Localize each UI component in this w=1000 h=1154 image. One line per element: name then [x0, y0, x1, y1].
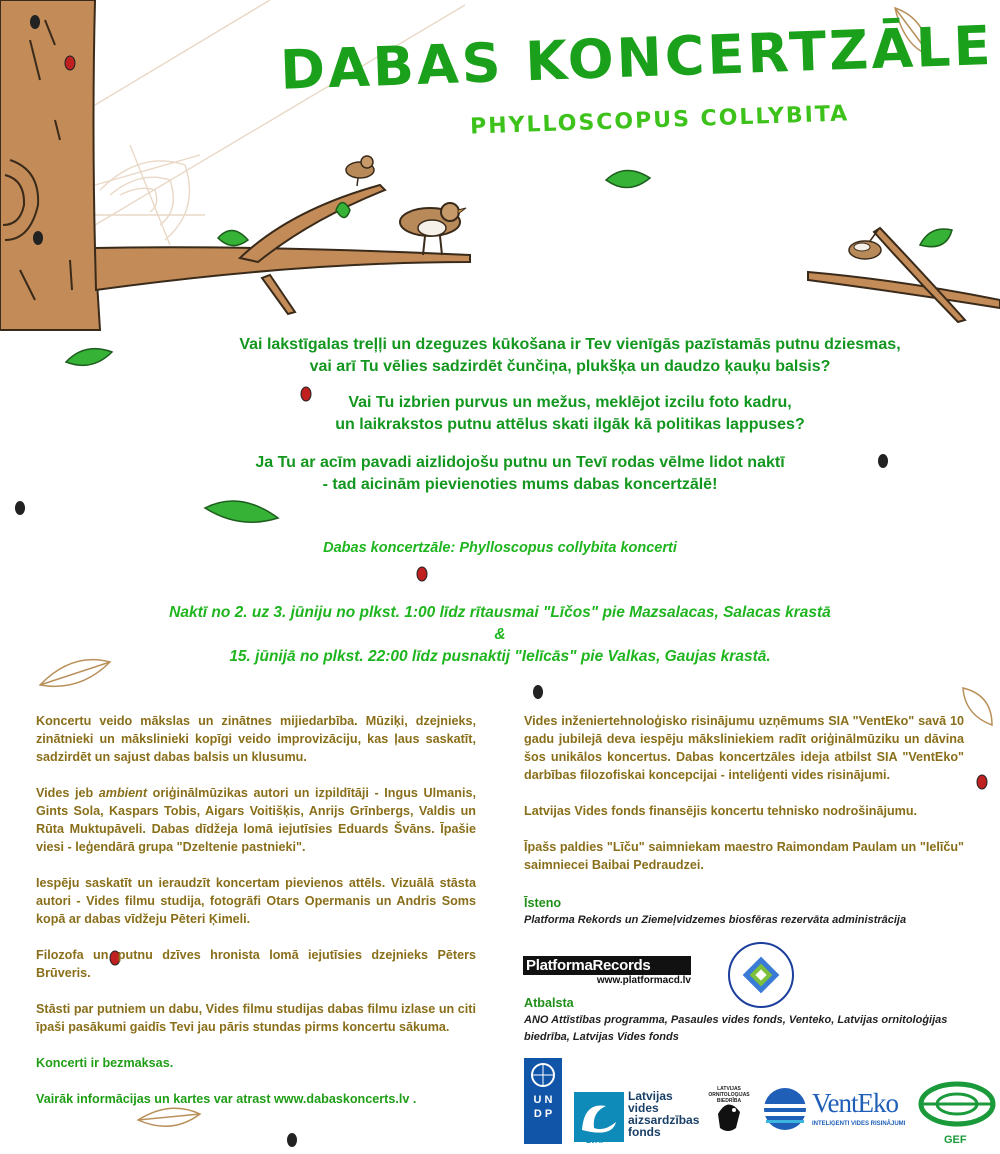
- dry-leaf-icon: [963, 688, 992, 725]
- bug-icon: [878, 454, 888, 468]
- gef-logo: [918, 1080, 996, 1132]
- leaf-icon: [66, 349, 112, 366]
- free-concerts-text: Koncerti ir bezmaksas.: [36, 1056, 174, 1070]
- leaf-icon: [205, 501, 278, 522]
- event-heading: Dabas koncertzāle: Phylloscopus collybita koncerti: [323, 540, 677, 556]
- venteko-globe-icon: [762, 1086, 808, 1132]
- left-column: [36, 712, 476, 1126]
- ornithology-society-text: LATVIJAS ORNITOLOĢIJAS BIEDRĪBA: [708, 1086, 750, 1104]
- biosphere-reserve-logo: [726, 940, 796, 1010]
- intro-invitation: Ja Tu ar acīm pavadi aizlidojošu putnu un Tevī rodas vēlme lidot naktī - tad aicinām pievienoties mums dabas koncertzālē!: [255, 454, 785, 493]
- page-title: DABAS KONCERTZĀLE: [279, 13, 995, 102]
- event-dates: [60, 602, 940, 668]
- bug-icon: [30, 15, 40, 29]
- page-subtitle: PHYLLOSCOPUS COLLYBITA: [469, 101, 850, 140]
- bird-icon: [400, 203, 466, 255]
- lvaf-wave-icon: [574, 1092, 624, 1142]
- event-date-1: Naktī no 2. uz 3. jūniju no plkst. 1:00 līdz rītausmai "Līčos" pie Mazsalacas, Salacas krastā: [169, 604, 831, 621]
- bug-icon: [287, 1133, 297, 1147]
- leaf-icon: [218, 230, 248, 245]
- ladybug-icon: [417, 567, 427, 581]
- more-info-text: Vairāk informācijas un kartes var atrast www.dabaskoncerts.lv .: [36, 1092, 417, 1106]
- small-bird-icon: [346, 156, 374, 186]
- right-column: [524, 712, 964, 892]
- isteno-text: Platforma Rekords un Ziemeļvidzemes biosfēras rezervāta administrācija: [524, 914, 907, 926]
- lvaf-abbr: LVAF: [586, 1136, 606, 1145]
- atbalsta-label: Atbalsta: [524, 996, 574, 1010]
- bug-icon: [15, 501, 25, 515]
- left-paragraph-3: Iespēju saskatīt un ieraudzīt koncertam pievienos attēls. Vizuālā stāsta autori - Vides filmu studija, fotogrāfi Otars Opermanis un Andris Soms kopā ar dabas vīdžeju Pēteri Ķimeli.: [36, 876, 476, 926]
- venteko-name: VentEko: [812, 1088, 898, 1118]
- globe-icon: [528, 1062, 558, 1088]
- bug-icon: [533, 685, 543, 699]
- event-date-2: 15. jūnijā no plkst. 22:00 līdz pusnaktij "Ielīcās" pie Valkas, Gaujas krastā.: [229, 648, 771, 665]
- isteno-label: Īsteno: [524, 896, 562, 910]
- intro-question-1: Vai lakstīgalas treļļi un dzeguzes kūkošana ir Tev vienīgās pazīstamās putnu dziesmas, vai arī Tu vēlies sadzirdēt čunčiņa, plukšķa un daudzo ķauķu balsis?: [239, 336, 901, 375]
- ladybug-icon: [65, 56, 75, 70]
- left-paragraph-4: Filozofa un putnu dzīves hronista lomā iejutīsies dzejnieks Pēters Brūveris.: [36, 948, 476, 980]
- intro-question-2: Vai Tu izbrien purvus un mežus, meklējot izcilu foto kadru, un laikrakstos putnu attēlus skati ilgāk kā politikas lappuses?: [335, 394, 805, 433]
- event-amp: &: [494, 626, 506, 643]
- bug-icon: [33, 231, 43, 245]
- undp-country: Latvia: [524, 1132, 554, 1144]
- right-paragraph-1: Vides inženiertehnoloģisko risinājumu uzņēmums SIA "VentEko" savā 10 gadu jubilejā deva iespēju māksliniekiem radīt oriģinālmūziku un dāvina šos unikālos koncertus. Dabas koncertzāles ideja atbilst SIA "VentEko" darbības filozofiskai koncepcijai - inteliģenti vides risinājumi.: [524, 714, 964, 782]
- lvaf-logo: Latvijas vides aizsardzības fonds: [574, 1092, 692, 1142]
- left-paragraph-5: Stāsti par putniem un dabu, Vides filmu studijas dabas filmu izlase un citi īpaši pasākumi gaidīs Tevi jau pāris stundas pirms koncertu sākuma.: [36, 1002, 476, 1034]
- undp-logo: U N D P: [524, 1058, 562, 1144]
- right-paragraph-3: Īpašs paldies "Līču" saimniekam maestro Raimondam Paulam un "Ielīču" saimniecei Baibai Pedraudzei.: [524, 840, 964, 872]
- left-paragraph-2: Vides jeb ambient oriģinālmūzikas autori un izpildītāji - Ingus Ulmanis, Gints Sola, Kaspars Tobis, Aigars Voitišķis, Anrijs Grīnbergs, Valdis un Rūta Muktupāveli. Dabas dīdžeja lomā iejutīsies Eduards Švāns. Īpašie viesi - leģendārā grupa "Dzeltenie pastnieki".: [36, 786, 476, 854]
- left-paragraph-1: Koncertu veido mākslas un zinātnes mijiedarbība. Mūziķi, dzejnieks, zinātnieki un mākslinieki kopīgi veido improvizāciju, kas ļaus saskatīt, sadzirdēt un sajust dabas balsis un klusumu.: [36, 714, 476, 764]
- atbalsta-text: ANO Attīstības programma, Pasaules vides fonds, Venteko, Latvijas ornitoloģijas biedrība, Latvijas Vides fonds: [524, 1014, 948, 1043]
- leaf-icon: [606, 170, 650, 187]
- ladybug-icon: [977, 775, 987, 789]
- venteko-tagline: INTELIĢENTI VIDES RISINĀJUMI: [812, 1121, 906, 1127]
- leaf-icon: [920, 229, 952, 247]
- right-paragraph-2: Latvijas Vides fonds finansējis koncertu tehnisko nodrošinājumu.: [524, 804, 918, 818]
- gef-label: GEF: [944, 1134, 967, 1146]
- platforma-records-logo: PlatformaRecords www.platformacd.lv: [523, 956, 691, 986]
